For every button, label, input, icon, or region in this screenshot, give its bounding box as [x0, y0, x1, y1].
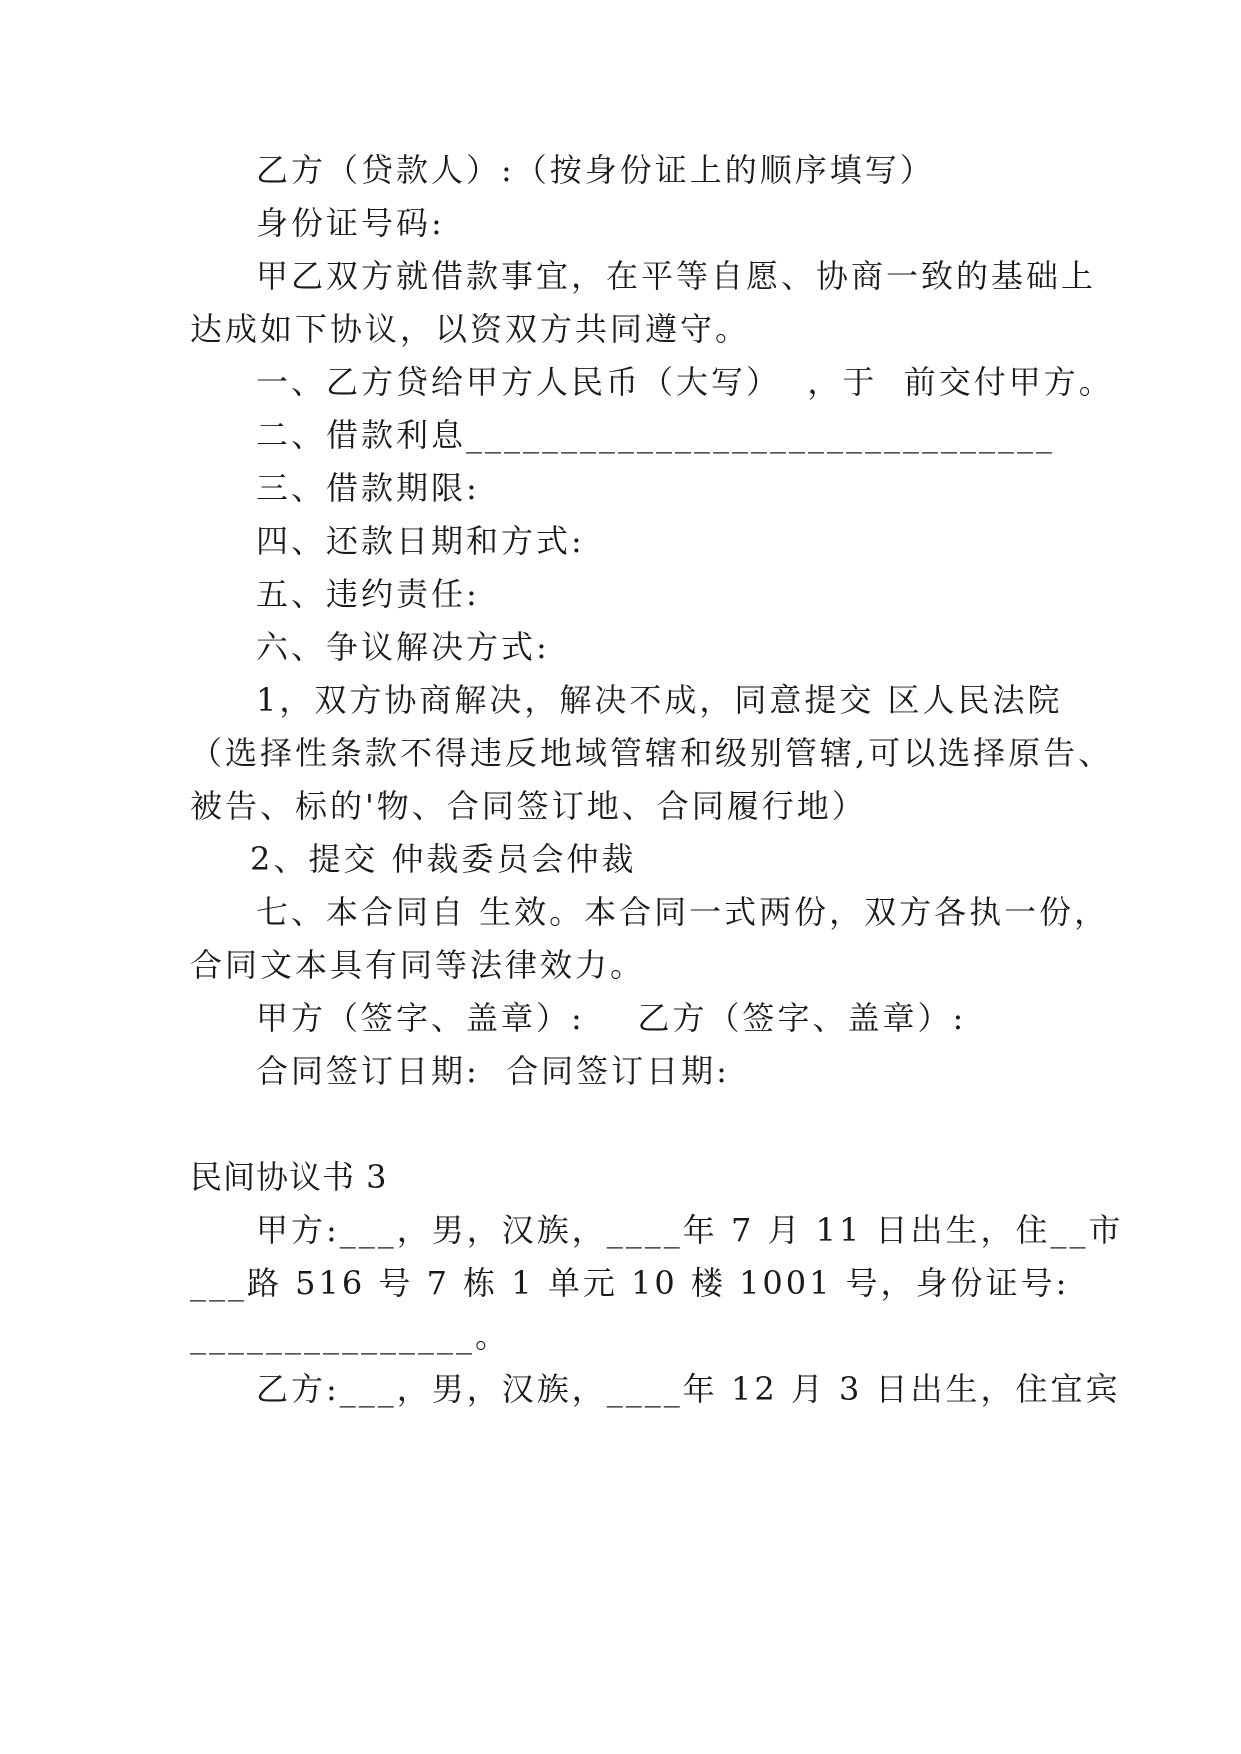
id-number-line: 身份证号码: [256, 204, 445, 242]
clause-6-item-2: 2、提交 仲裁委员会仲裁 [250, 840, 637, 878]
party-b-info-line-1: 乙方:___，男，汉族，____年 12 月 3 日出生，住宜宾 [256, 1370, 1121, 1408]
party-b-line: 乙方（贷款人）:（按身份证上的顺序填写） [256, 151, 935, 189]
signing-date-line: 合同签订日期: 合同签订日期: [256, 1052, 730, 1090]
party-a-info-line-1: 甲方:___，男，汉族，____年 7 月 11 日出生，住__市 [256, 1211, 1124, 1249]
party-a-info-line-2: ___路 516 号 7 栋 1 单元 10 楼 1001 号，身份证号: [190, 1264, 1070, 1302]
agreement-intro-line-2: 达成如下协议，以资双方共同遵守。 [190, 310, 751, 348]
clause-6-note-line-2: 被告、标的'物、合同签订地、合同履行地） [190, 787, 867, 825]
clause-7-line-1: 七、本合同自 生效。本合同一式两份，双方各执一份， [256, 893, 1110, 931]
clause-5: 五、违约责任: [256, 575, 480, 613]
section-title: 民间协议书 3 [190, 1158, 388, 1196]
clause-6-note-line-1: （选择性条款不得违反地域管辖和级别管辖,可以选择原告、 [190, 734, 1114, 772]
party-a-info-line-3: _______________。 [190, 1317, 511, 1355]
clause-6: 六、争议解决方式: [256, 628, 550, 666]
clause-4: 四、还款日期和方式: [256, 522, 585, 560]
agreement-intro-line-1: 甲乙双方就借款事宜，在平等自愿、协商一致的基础上 [256, 257, 1097, 295]
clause-2: 二、借款利息_______________________________ [256, 416, 1056, 454]
clause-1: 一、乙方贷给甲方人民币（大写） ，于 前交付甲方。 [256, 363, 1114, 401]
signature-line: 甲方（签字、盖章）: 乙方（签字、盖章）: [256, 999, 967, 1037]
clause-6-item-1: 1，双方协商解决，解决不成，同意提交 区人民法院 [256, 681, 1063, 719]
clause-3: 三、借款期限: [256, 469, 480, 507]
clause-7-line-2: 合同文本具有同等法律效力。 [190, 946, 646, 984]
